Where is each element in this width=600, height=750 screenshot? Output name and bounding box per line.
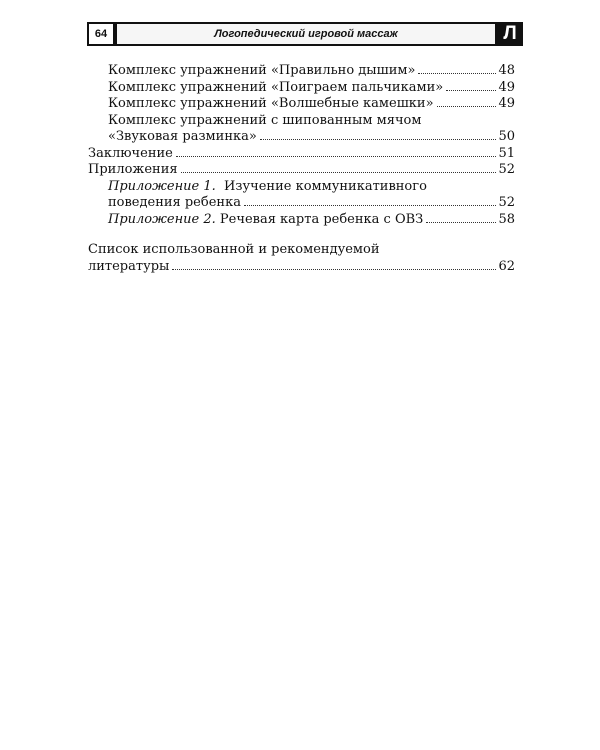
dot-leader — [418, 73, 496, 74]
running-title: Логопедический игровой массаж — [115, 22, 497, 46]
toc-page-number: 52 — [498, 162, 515, 177]
toc-entry[interactable] — [88, 162, 515, 179]
toc-page-number: 49 — [498, 96, 515, 111]
toc-entry-title: «Звуковая разминка» — [108, 129, 257, 144]
toc-entry-title: Речевая карта ребенка с ОВЗ — [219, 211, 424, 227]
dot-leader — [426, 222, 496, 223]
toc-entry-title-part: Изучение коммуникативного — [224, 178, 427, 194]
toc-page-number: 51 — [498, 145, 515, 161]
toc-page-number: 48 — [498, 63, 515, 78]
toc-entry-title: Комплекс упражнений «Правильно дышим» — [108, 63, 416, 78]
table-of-contents — [88, 63, 515, 275]
dot-leader — [244, 205, 497, 206]
toc-entry-title: Комплекс упражнений «Волшебные камешки» — [108, 96, 434, 111]
dot-leader — [260, 139, 497, 140]
toc-entry[interactable] — [88, 259, 515, 276]
dot-leader — [176, 156, 497, 157]
page-header — [87, 22, 523, 44]
toc-page-number: 50 — [498, 129, 515, 144]
toc-entry[interactable] — [88, 146, 515, 163]
toc-entry-title: Приложения — [88, 162, 178, 177]
toc-entry[interactable] — [88, 80, 515, 97]
page-number: 64 — [87, 22, 115, 46]
toc-entry[interactable] — [88, 63, 515, 80]
toc-entry-title-line: Комплекс упражнений с шипованным мячом — [108, 112, 422, 128]
toc-entry[interactable] — [88, 212, 515, 229]
toc-page-number: 52 — [498, 195, 515, 210]
dot-leader — [172, 269, 496, 270]
toc-page-number: 62 — [498, 258, 515, 274]
toc-page-number: 58 — [498, 211, 515, 227]
appendix-label: Приложение 2. — [108, 211, 216, 227]
toc-entry[interactable] — [88, 129, 515, 146]
publisher-logo: Л — [497, 22, 523, 46]
dot-leader — [437, 106, 497, 107]
toc-entry-title: Комплекс упражнений «Поиграем пальчиками» — [108, 79, 444, 95]
dot-leader — [181, 172, 497, 173]
toc-entry-title-line: Список использованной и рекомендуемой — [88, 242, 380, 257]
appendix-label: Приложение 1. — [108, 178, 216, 194]
toc-page-number: 49 — [498, 79, 515, 95]
toc-entry[interactable] — [88, 96, 515, 113]
toc-entry[interactable] — [88, 195, 515, 212]
toc-entry-title-line — [88, 179, 515, 196]
toc-entry-title: Заключение — [88, 145, 173, 161]
toc-entry-title: литературы — [88, 258, 170, 274]
dot-leader — [446, 90, 496, 91]
toc-entry-title: поведения ребенка — [108, 195, 241, 210]
